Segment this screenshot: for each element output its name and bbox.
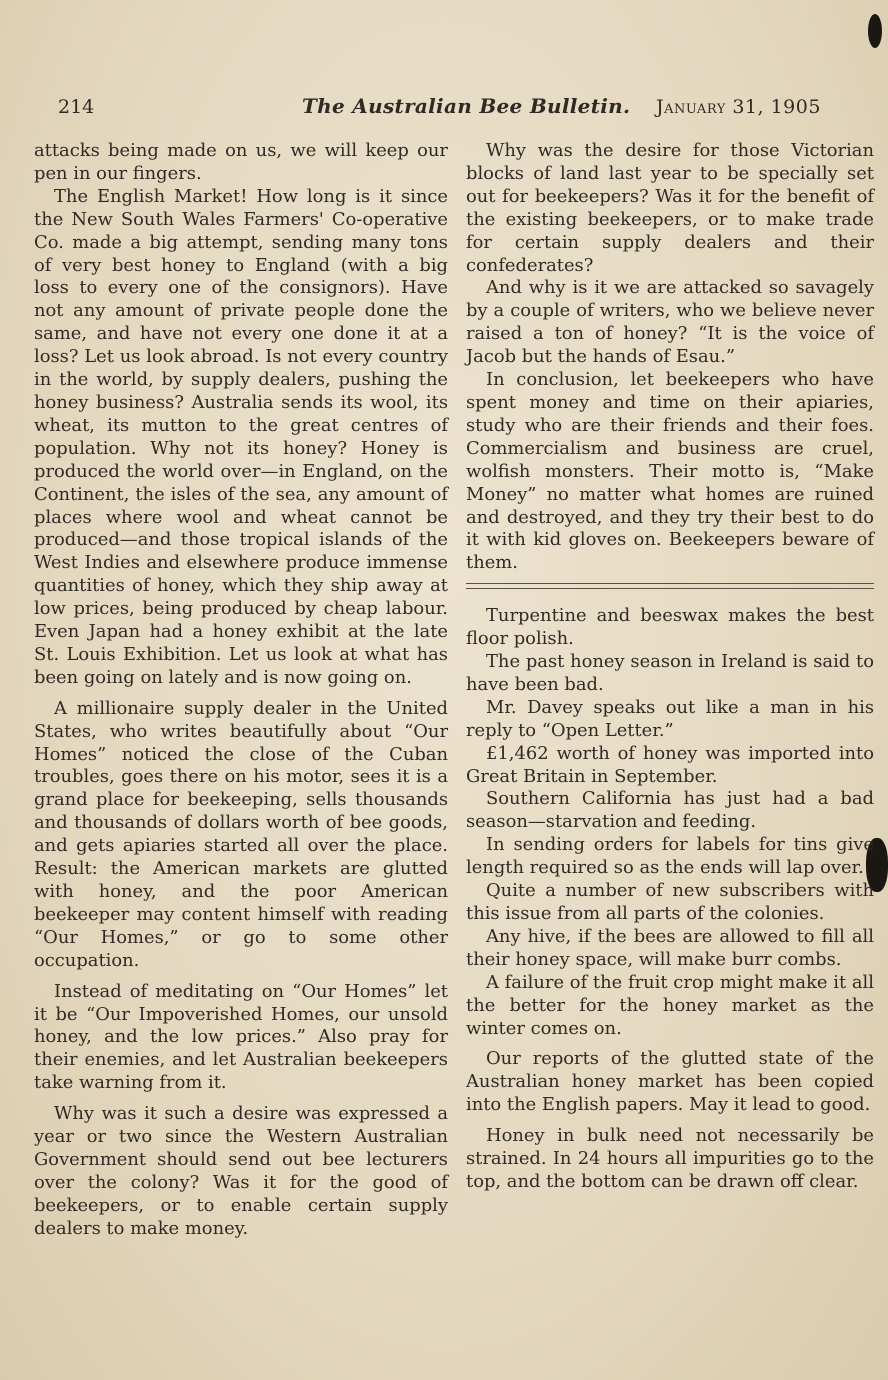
page-number: 214 bbox=[58, 96, 95, 118]
paragraph: Why was it such a desire was expressed a year or two since the Western Australian Government should send out bee lecturers over the colony? Was it for the good of beekeepers, or to enable certain supply dealers to make money. bbox=[34, 1103, 448, 1239]
ink-blot bbox=[868, 14, 882, 48]
news-item: In sending orders for labels for tins give length required so as the ends will lap over. bbox=[466, 834, 874, 879]
news-item: Turpentine and beeswax makes the best floor polish. bbox=[466, 605, 874, 650]
paragraph: attacks being made on us, we will keep our pen in our fingers. bbox=[34, 140, 448, 184]
paragraph: The English Market! How long is it since the New South Wales Farmers' Co-operative Co. made a big attempt, sending many tons of very best honey to England (with a big loss to every one of the consignors). Have not any amount of private people done the same, and have not every one done it at a loss? Let us look abroad. Is not every country in the world, by supply dealers, pushing the honey business? Australia sends its wool, its wheat, its mutton to the great centres of population. Why not its honey? Honey is produced the world over—in England, on the Continent, the isles of the sea, any amount of places where wool and wheat cannot be produced—and those tropical islands of the West Indies and elsewhere produce immense quantities of honey, which they ship away at low prices, being produced by cheap labour. Even Japan had a honey exhibit at the late St. Louis Exhibition. Let us look at what has been going on lately and is now going on. bbox=[34, 185, 448, 688]
paragraph: In conclusion, let beekeepers who have spent money and time on their apiaries, study who are their friends and their foes. Commercialism and business are cruel, wolfish monsters. Their motto is, “Make Money” no matter what homes are ruined and destroyed, and they try their best to do it with kid gloves on. Beekeepers beware of them. bbox=[466, 369, 874, 574]
news-item: The past honey season in Ireland is said to have been bad. bbox=[466, 651, 874, 695]
news-item: Any hive, if the bees are allowed to fill all their honey space, will make burr combs. bbox=[466, 925, 874, 970]
paragraph: Why was the desire for those Victorian blocks of land last year to be specially set out for beekeepers? Was it for the benefit of the existing beekeepers, or to make trade for certain supply dealers and their confederates? bbox=[466, 140, 874, 276]
issue-date: January 31, 1905 bbox=[656, 96, 821, 118]
news-item: Southern California has just had a bad season—starvation and feeding. bbox=[466, 788, 874, 833]
publication-title: The Australian Bee Bulletin. bbox=[302, 94, 631, 118]
page-header bbox=[36, 92, 844, 124]
paragraph: A millionaire supply dealer in the United States, who writes beautifully about “Our Homes” noticed the close of the Cuban troubles, goes there on his motor, sees it is a grand place for beekeeping, sells thousands and thousands of dollars worth of bee goods, and gets apiaries started all over the place. Result: the American markets are glutted with honey, and the poor American beekeeper may content himself with reading “Our Homes,” or go to some other occupation. bbox=[34, 697, 448, 971]
news-item: £1,462 worth of honey was imported into Great Britain in September. bbox=[466, 742, 874, 787]
news-item: Quite a number of new subscribers with this issue from all parts of the colonies. bbox=[466, 880, 874, 924]
news-item: Mr. Davey speaks out like a man in his reply to “Open Letter.” bbox=[466, 696, 874, 741]
section-divider bbox=[466, 583, 874, 589]
left-column bbox=[34, 140, 448, 1241]
paragraph: Instead of meditating on “Our Homes” let it be “Our Impoverished Homes, our unsold honey, and the low prices.” Also pray for their enemies, and let Australian beekeepers take warning from it. bbox=[34, 980, 448, 1094]
paragraph: And why is it we are attacked so savagely by a couple of writers, who we believe never raised a ton of honey? “It is the voice of Jacob but the hands of Esau.” bbox=[466, 277, 874, 368]
news-item: A failure of the fruit crop might make it all the better for the honey market as the winter comes on. bbox=[466, 971, 874, 1039]
right-column bbox=[466, 140, 874, 1194]
news-item: Our reports of the glutted state of the Australian honey market has been copied into the English papers. May it lead to good. bbox=[466, 1048, 874, 1116]
news-item: Honey in bulk need not necessarily be strained. In 24 hours all impurities go to the top, and the bottom can be drawn off clear. bbox=[466, 1125, 874, 1192]
